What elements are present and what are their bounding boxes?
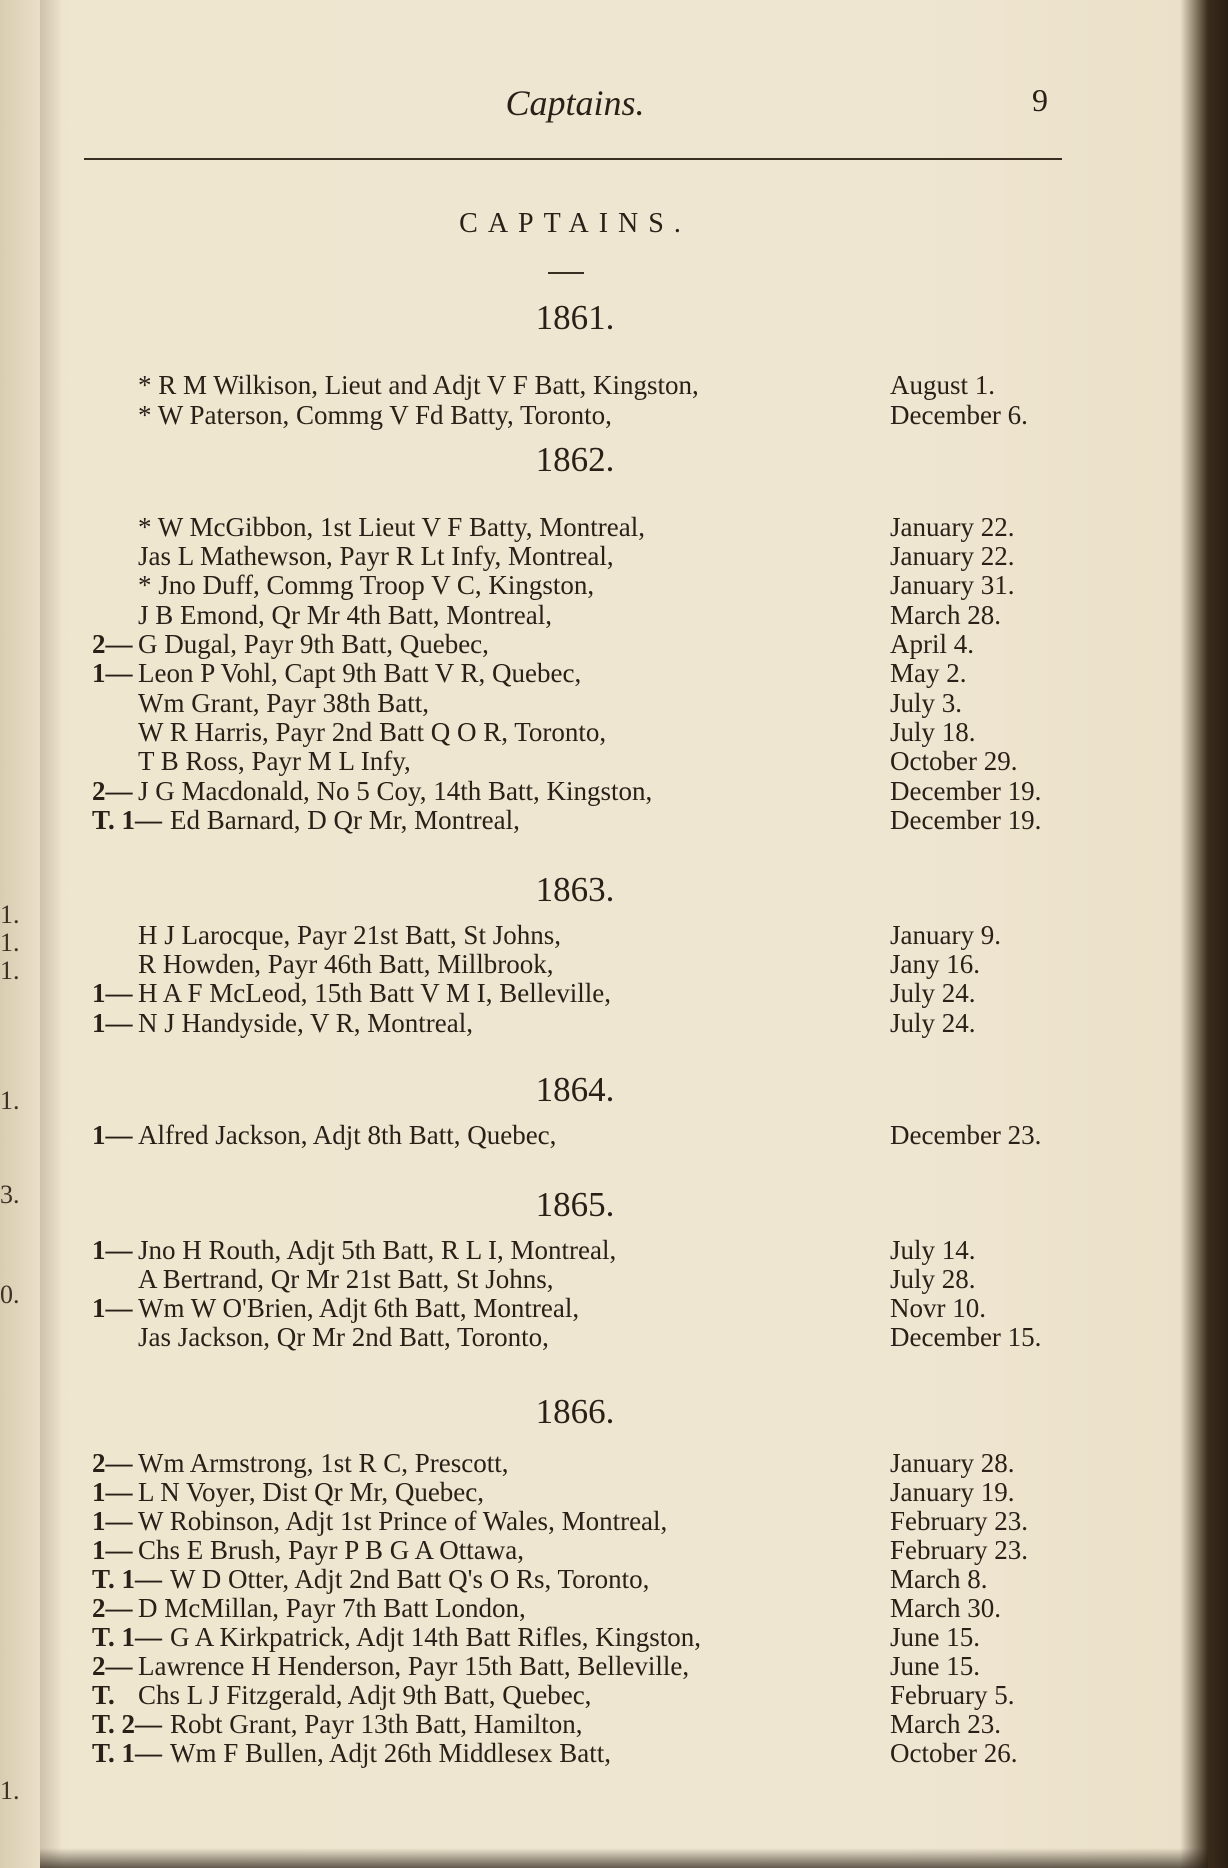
entry-date: February 23.: [890, 1535, 1028, 1565]
entry-name: Lawrence H Henderson, Payr 15th Batt, Belleville,: [138, 1651, 690, 1681]
entry-name: J B Emond, Qr Mr 4th Batt, Montreal,: [138, 600, 552, 630]
list-item: [0, 400, 1150, 430]
list-item: [0, 370, 1150, 400]
entry-date: Novr 10.: [890, 1293, 986, 1323]
entry-date: February 5.: [890, 1680, 1015, 1710]
entry-name: Jas L Mathewson, Payr R Lt Infy, Montreal,: [138, 541, 614, 571]
entry-date: Jany 16.: [890, 949, 980, 979]
entry-name: Wm Armstrong, 1st R C, Prescott,: [138, 1448, 509, 1478]
entry-mark: T. 2—: [92, 1709, 163, 1739]
list-item: [0, 920, 1150, 950]
entry-mark: 1—: [92, 978, 133, 1008]
list-item: [0, 1448, 1150, 1478]
entry-name: * Jno Duff, Commg Troop V C, Kingston,: [138, 570, 595, 600]
list-item: [0, 1564, 1150, 1594]
entry-mark: 1—: [92, 1235, 133, 1265]
entry-name: W D Otter, Adjt 2nd Batt Q's O Rs, Toronto,: [170, 1564, 650, 1594]
entry-name: W Robinson, Adjt 1st Prince of Wales, Montreal,: [138, 1506, 668, 1536]
list-item: [0, 717, 1150, 747]
running-title: Captains.: [505, 83, 645, 123]
year-heading: 1865.: [535, 1185, 615, 1224]
entry-date: July 24.: [890, 978, 976, 1008]
entry-name: Wm F Bullen, Adjt 26th Middlesex Batt,: [170, 1738, 611, 1768]
list-item: [0, 1322, 1150, 1352]
margin-fragment: 1.: [0, 956, 20, 985]
entry-mark: 1—: [92, 1008, 133, 1038]
entry-mark: 1—: [92, 658, 133, 688]
entry-mark: T. 1—: [92, 1622, 163, 1652]
entry-mark: 2—: [92, 1651, 133, 1681]
entry-date: July 14.: [890, 1235, 976, 1265]
list-item: [0, 1593, 1150, 1623]
entry-name: Wm W O'Brien, Adjt 6th Batt, Montreal,: [138, 1293, 580, 1323]
entry-date: January 9.: [890, 920, 1001, 950]
margin-fragment: 1.: [0, 928, 20, 957]
entry-date: July 28.: [890, 1264, 976, 1294]
entry-name: * R M Wilkison, Lieut and Adjt V F Batt, Kingston,: [138, 370, 699, 400]
entry-mark: 2—: [92, 629, 133, 659]
section-dash: [548, 272, 584, 274]
list-item: [0, 1120, 1150, 1150]
entry-date: December 23.: [890, 1120, 1042, 1150]
entry-mark: 2—: [92, 776, 133, 806]
entry-name: Ed Barnard, D Qr Mr, Montreal,: [170, 805, 520, 835]
list-item: [0, 1477, 1150, 1507]
entry-date: January 28.: [890, 1448, 1015, 1478]
list-item: [0, 570, 1150, 600]
list-item: [0, 1709, 1150, 1739]
margin-fragment: 1.: [0, 900, 20, 929]
entry-mark: T.: [92, 1680, 115, 1710]
entry-name: T B Ross, Payr M L Infy,: [138, 746, 411, 776]
entry-date: December 19.: [890, 805, 1042, 835]
entry-name: Chs L J Fitzgerald, Adjt 9th Batt, Quebec,: [138, 1680, 592, 1710]
entry-name: Robt Grant, Payr 13th Batt, Hamilton,: [170, 1709, 583, 1739]
entry-name: J G Macdonald, No 5 Coy, 14th Batt, Kingston,: [138, 776, 653, 806]
margin-fragment: 1.: [0, 1086, 20, 1115]
year-heading: 1864.: [535, 1070, 615, 1109]
margin-fragment: 1.: [0, 1776, 20, 1805]
margin-fragment: 0.: [0, 1280, 20, 1309]
list-item: [0, 1506, 1150, 1536]
entry-name: R Howden, Payr 46th Batt, Millbrook,: [138, 949, 554, 979]
entry-mark: 1—: [92, 1293, 133, 1323]
entry-name: G Dugal, Payr 9th Batt, Quebec,: [138, 629, 489, 659]
list-item: [0, 1293, 1150, 1323]
list-item: [0, 1264, 1150, 1294]
entry-date: July 3.: [890, 688, 963, 718]
entry-name: L N Voyer, Dist Qr Mr, Quebec,: [138, 1477, 485, 1507]
entry-name: H A F McLeod, 15th Batt V M I, Belleville,: [138, 978, 611, 1008]
entry-date: April 4.: [890, 629, 974, 659]
entry-date: July 24.: [890, 1008, 976, 1038]
page-bottom-shadow: [40, 1848, 1208, 1868]
page-number: 9: [1032, 82, 1048, 118]
entry-mark: T. 1—: [92, 805, 163, 835]
entry-date: June 15.: [890, 1651, 980, 1681]
entry-mark: 1—: [92, 1477, 133, 1507]
list-item: [0, 512, 1150, 542]
entry-date: January 22.: [890, 512, 1015, 542]
entry-date: January 31.: [890, 570, 1015, 600]
entry-date: December 19.: [890, 776, 1042, 806]
entry-name: Alfred Jackson, Adjt 8th Batt, Quebec,: [138, 1120, 557, 1150]
list-item: [0, 1738, 1150, 1768]
entry-name: A Bertrand, Qr Mr 21st Batt, St Johns,: [138, 1264, 554, 1294]
list-item: [0, 688, 1150, 718]
entry-mark: 1—: [92, 1506, 133, 1536]
section-title: CAPTAINS.: [459, 208, 691, 239]
list-item: [0, 1622, 1150, 1652]
list-item: [0, 1008, 1150, 1038]
list-item: [0, 949, 1150, 979]
list-item: [0, 541, 1150, 571]
year-heading: 1863.: [535, 870, 615, 909]
entry-date: January 19.: [890, 1477, 1015, 1507]
entry-date: August 1.: [890, 370, 996, 400]
entry-mark: 2—: [92, 1448, 133, 1478]
entry-date: June 15.: [890, 1622, 980, 1652]
entry-name: D McMillan, Payr 7th Batt London,: [138, 1593, 526, 1623]
margin-fragment: 3.: [0, 1180, 20, 1209]
entry-name: * W Paterson, Commg V Fd Batty, Toronto,: [138, 400, 612, 430]
entry-mark: 2—: [92, 1593, 133, 1623]
entry-date: October 26.: [890, 1738, 1018, 1768]
header-rule: [84, 158, 1062, 160]
entry-mark: T. 1—: [92, 1738, 163, 1768]
entry-name: N J Handyside, V R, Montreal,: [138, 1008, 473, 1038]
list-item: [0, 600, 1150, 630]
entry-name: H J Larocque, Payr 21st Batt, St Johns,: [138, 920, 561, 950]
entry-name: Jas Jackson, Qr Mr 2nd Batt, Toronto,: [138, 1322, 549, 1352]
list-item: [0, 658, 1150, 688]
entry-date: October 29.: [890, 746, 1018, 776]
entry-name: Chs E Brush, Payr P B G A Ottawa,: [138, 1535, 525, 1565]
entry-date: December 15.: [890, 1322, 1042, 1352]
entry-mark: 1—: [92, 1120, 133, 1150]
entry-mark: T. 1—: [92, 1564, 163, 1594]
entry-date: March 28.: [890, 600, 1001, 630]
list-item: [0, 746, 1150, 776]
year-heading: 1861.: [535, 298, 615, 337]
list-item: [0, 629, 1150, 659]
year-heading: 1862.: [535, 440, 615, 479]
entry-name: G A Kirkpatrick, Adjt 14th Batt Rifles, Kingston,: [170, 1622, 701, 1652]
entry-date: January 22.: [890, 541, 1015, 571]
list-item: [0, 776, 1150, 806]
list-item: [0, 805, 1150, 835]
entry-date: March 23.: [890, 1709, 1001, 1739]
entry-date: December 6.: [890, 400, 1028, 430]
year-heading: 1866.: [535, 1392, 615, 1431]
list-item: [0, 1680, 1150, 1710]
list-item: [0, 1535, 1150, 1565]
entry-date: February 23.: [890, 1506, 1028, 1536]
entry-name: * W McGibbon, 1st Lieut V F Batty, Montreal,: [138, 512, 645, 542]
list-item: [0, 1651, 1150, 1681]
entry-name: Leon P Vohl, Capt 9th Batt V R, Quebec,: [138, 658, 582, 688]
list-item: [0, 1235, 1150, 1265]
entry-name: W R Harris, Payr 2nd Batt Q O R, Toronto,: [138, 717, 607, 747]
entry-name: Jno H Routh, Adjt 5th Batt, R L I, Montreal,: [138, 1235, 617, 1265]
list-item: [0, 978, 1150, 1008]
entry-mark: 1—: [92, 1535, 133, 1565]
entry-date: May 2.: [890, 658, 967, 688]
entry-date: March 8.: [890, 1564, 988, 1594]
entry-date: July 18.: [890, 717, 976, 747]
entry-date: March 30.: [890, 1593, 1001, 1623]
entry-name: Wm Grant, Payr 38th Batt,: [138, 688, 429, 718]
